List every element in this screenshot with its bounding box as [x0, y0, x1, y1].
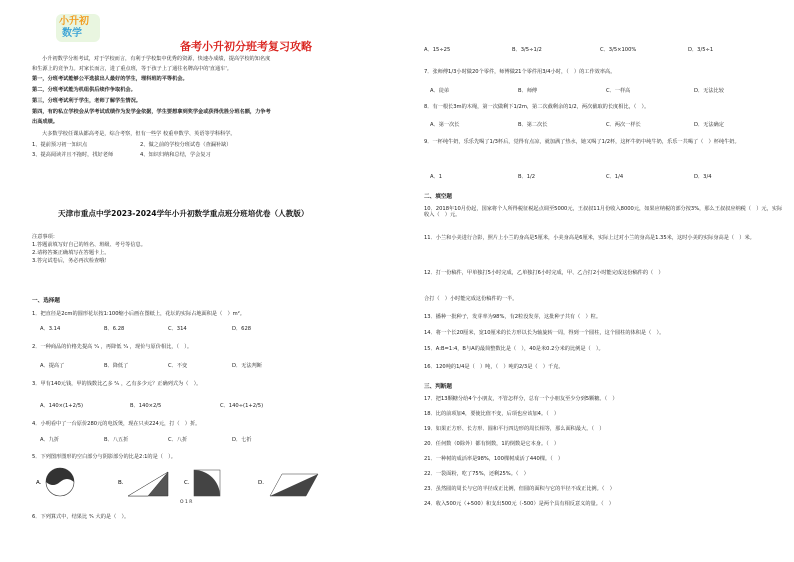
- figure-parallelogram: [270, 474, 318, 496]
- figure-label-b: B．: [118, 480, 128, 486]
- option[interactable]: D．无法比较: [694, 88, 724, 94]
- question-3-options: [40, 402, 310, 409]
- guide-tip-3: 3、提高阅读并且不拖时，找好老师: [32, 152, 114, 158]
- option[interactable]: A．3.14: [40, 326, 61, 332]
- question-22: 22．一袋面粉，吃了75%，还剩25%。（ ）: [424, 471, 529, 477]
- question-10: 10．2018年10月份起，国家将个人所得税征税起点调至5000元，王叔叔11月份收入8000元，如果应纳税的部分按3%，那么王叔叔应纳税（ ）元，实际收入（ ）元。: [424, 206, 783, 218]
- question-18: 18．比的前项加4，要使比值不变，后项也应该加4。（ ）: [424, 411, 560, 417]
- question-16: 16．120吨的1/4是（ ）吨，（ ）吨的2/3是（ ）千克。: [424, 364, 564, 370]
- guide-point-3: 第三，分班考试利于学生，老师了解学生情况。: [32, 98, 141, 104]
- section-judge-title: 三、判断题: [424, 384, 452, 390]
- section-choice-title: 一、选择题: [32, 298, 60, 304]
- question-19: 19．如果正方形、长方形、圆和平行四边形的周长相等，那么面积最大。（ ）: [424, 426, 605, 432]
- option[interactable]: C．两次一样长: [606, 122, 641, 128]
- question-9-options: [430, 173, 764, 180]
- guide-tip-1: 1、提前预习初一知识点: [32, 142, 88, 148]
- option[interactable]: A．徒弟: [430, 88, 450, 94]
- option[interactable]: C．1/4: [606, 174, 624, 180]
- question-4: 4．小明看中了一台原价280元的电饭煲，现在只卖224元，打（ ）折。: [32, 421, 201, 427]
- option[interactable]: B．1/2: [518, 174, 536, 180]
- figure-label-a: A．: [36, 480, 46, 486]
- question-15: 15．A:B=1:4，B与A的最简整数比是（ ），40是米0.2分米的比例是（ ）。: [424, 346, 604, 352]
- option[interactable]: A．1: [430, 174, 443, 180]
- figure-triangle: [128, 472, 168, 496]
- option[interactable]: B．第二次长: [518, 122, 548, 128]
- guide-point-1: 第一，分班考试能够公平选拔出人最好的学生，理科班的平等机会。: [32, 76, 188, 82]
- option[interactable]: A．提高了: [40, 363, 65, 369]
- figure-caption: O 1 R: [180, 500, 193, 505]
- question-7: 7．张师傅1/3小时做20个零件，师傅做21个零件用3/4小时，（ ）的工作效率高。: [424, 69, 616, 75]
- question-6: 6．下列算式中，结果比 ³⁄₅ 大的是（ ）。: [32, 514, 130, 520]
- question-5: 5．下列图形图形的空白部分与阴影部分的比是2:1的是（ ）。: [32, 454, 176, 460]
- guide-point-2: 第二，分班考试能为机组供后续作争取机会。: [32, 87, 136, 93]
- guide-tip-2: 2、做之前的学校分班试卷（查漏补缺）: [140, 142, 232, 148]
- question-8: 8．有一根长3m的木绳，第一次做剩下1/2m，第二次截剩余的1/2，两次截取的长度相比，（ ）。: [424, 104, 650, 110]
- option[interactable]: A．第一次长: [430, 122, 460, 128]
- option[interactable]: C．314: [168, 326, 187, 332]
- option[interactable]: B．八五折: [104, 437, 129, 443]
- guide-point-4: 第四，有的私立学校会从学考试成绩作为发学金依据，学生要想拿到奖学金或获得优胜分班名额，力争考: [32, 109, 271, 115]
- figure-label-c: C．: [184, 480, 194, 486]
- question-5-figures: [36, 466, 376, 502]
- option[interactable]: C．八折: [168, 437, 188, 443]
- guide-paragraph: 大多数学校任课从都高考是，综合考察，但有一些学 校重申数学、英语等学科科学。: [42, 131, 236, 137]
- option[interactable]: B．降低了: [104, 363, 129, 369]
- question-2: 2．一种商品的价格先提高 ¹⁄₄ ，再降低 ¹⁄₄ ，现价与原价相比，（ ）。: [32, 344, 193, 350]
- question-23: 23．虽然圆的周长与它的半径成正比例，但圆的面积与它的半径不成正比例。（ ）: [424, 486, 615, 492]
- question-12: 12．打一份稿件，甲单独打5小时完成，乙单独打6小时完成，甲、乙合打2小时能完成这份稿件的（ ）: [424, 270, 664, 276]
- option[interactable]: D．七折: [232, 437, 252, 443]
- option[interactable]: C．140÷(1+2/5): [220, 403, 264, 409]
- notes-title: 注意事项：: [32, 234, 58, 240]
- question-9: 9．一杯纯牛奶，乐乐先喝了1/3杯后，觉得有点凉，就加满了热水，她又喝了1/2杯，这杯牛奶中纯牛奶，乐乐一共喝了（ ）杯纯牛奶。: [424, 139, 740, 145]
- option[interactable]: D．3/4: [694, 174, 712, 180]
- note-item: 3.答完试卷后，务必再次检查哦！: [32, 258, 110, 264]
- figure-yinyang: [46, 468, 74, 496]
- option[interactable]: B．师傅: [518, 88, 538, 94]
- exam-title: 天津市重点中学2023-2024学年小升初数学重点班分班培优卷（人教版）: [58, 209, 309, 218]
- option[interactable]: C．不变: [168, 363, 188, 369]
- option[interactable]: C．3/5×100%: [600, 47, 637, 53]
- option[interactable]: B．140×2/5: [130, 403, 162, 409]
- guide-paragraph: 小升初数学分班考试，对于学校而言，有利于学校集中优秀的资源，快速办成绩，提高学校的知名度: [42, 56, 271, 62]
- option[interactable]: C．一样高: [606, 88, 631, 94]
- option[interactable]: B．3/5÷1/2: [512, 47, 542, 53]
- guide-paragraph: 和生源上的竞争力。对家长而言，进了重点班，等于孩子上了通往名牌高中的'直通车'。: [32, 66, 232, 72]
- guide-tip-4: 4、知识归纳和总结，学会复习: [140, 152, 211, 158]
- option[interactable]: D．3/5÷1: [688, 47, 714, 53]
- figure-label-d: D．: [258, 480, 268, 486]
- option[interactable]: A．九折: [40, 437, 60, 443]
- question-24: 24．收入500元（+500）和支出500元（-500）是两个具有相反意义的量。（ ）: [424, 501, 614, 507]
- option[interactable]: D．628: [232, 326, 252, 332]
- brand-logo: [56, 14, 100, 42]
- option[interactable]: D．无法判断: [232, 363, 262, 369]
- note-item: 1.答题前填写好自己的姓名、班级、考号等信息。: [32, 242, 146, 248]
- note-item: 2.请将答案正确填写在答题卡上。: [32, 250, 110, 256]
- question-1: 1．把直径是2cm的圆形花坛按1:100缩小后画在图纸上，花坛的实际占地面积是（ ）m²。: [32, 311, 245, 317]
- question-4-options: [40, 436, 296, 443]
- option[interactable]: B．6.28: [104, 326, 125, 332]
- option[interactable]: A．140×(1+2/5): [40, 403, 84, 409]
- question-17: 17．把13颗糖分给4个小朋友，不管怎样分，总有一个小朋友至少分到5颗糖。（ ）: [424, 396, 618, 402]
- question-8-options: [430, 121, 764, 128]
- question-12-cont: 合打（ ）小时能完成这份稿件的一半。: [424, 296, 518, 302]
- question-6-options: [424, 46, 758, 53]
- option[interactable]: A．15÷25: [424, 47, 451, 53]
- guide-point-4-cont: 出高成绩。: [32, 119, 58, 125]
- question-20: 20．任何数（0除外）都有倒数，1的倒数是它本身。（ ）: [424, 441, 560, 447]
- question-1-options: [40, 325, 296, 332]
- question-11: 11．小兰和小美进行合影，照片上小兰的身高是5厘米，小美身高是6厘米，实际上过对小兰的身高是1.35米，这时小美的实际身高是（ ）米。: [424, 235, 755, 241]
- question-7-options: [430, 87, 764, 94]
- question-21: 21．一种树的成活率是98%，100棵树成活了440棵。（ ）: [424, 456, 564, 462]
- logo-line1: 小升初: [59, 16, 89, 27]
- option[interactable]: D．无法确定: [694, 122, 724, 128]
- question-13: 13．播种一批种子，发芽率为98%，有2粒没发芽，这批种子共有（ ）粒。: [424, 314, 602, 320]
- section-fill-title: 二、填空题: [424, 194, 452, 200]
- question-3: 3．甲有140元钱，甲的钱数比乙多 ²⁄₅ ，乙有多少元？正确列式为（ ）。: [32, 381, 202, 387]
- guide-title: 备考小升初分班考复习攻略: [180, 40, 312, 53]
- question-2-options: [40, 362, 296, 369]
- question-14: 14．将一个长20厘米，宽10厘米的长方形以长为轴旋转一周，得到一个圆柱，这个圆柱的体积是（ ）。: [424, 330, 665, 336]
- figure-quarter-circle: [194, 470, 220, 496]
- logo-line2: 数学: [62, 28, 82, 39]
